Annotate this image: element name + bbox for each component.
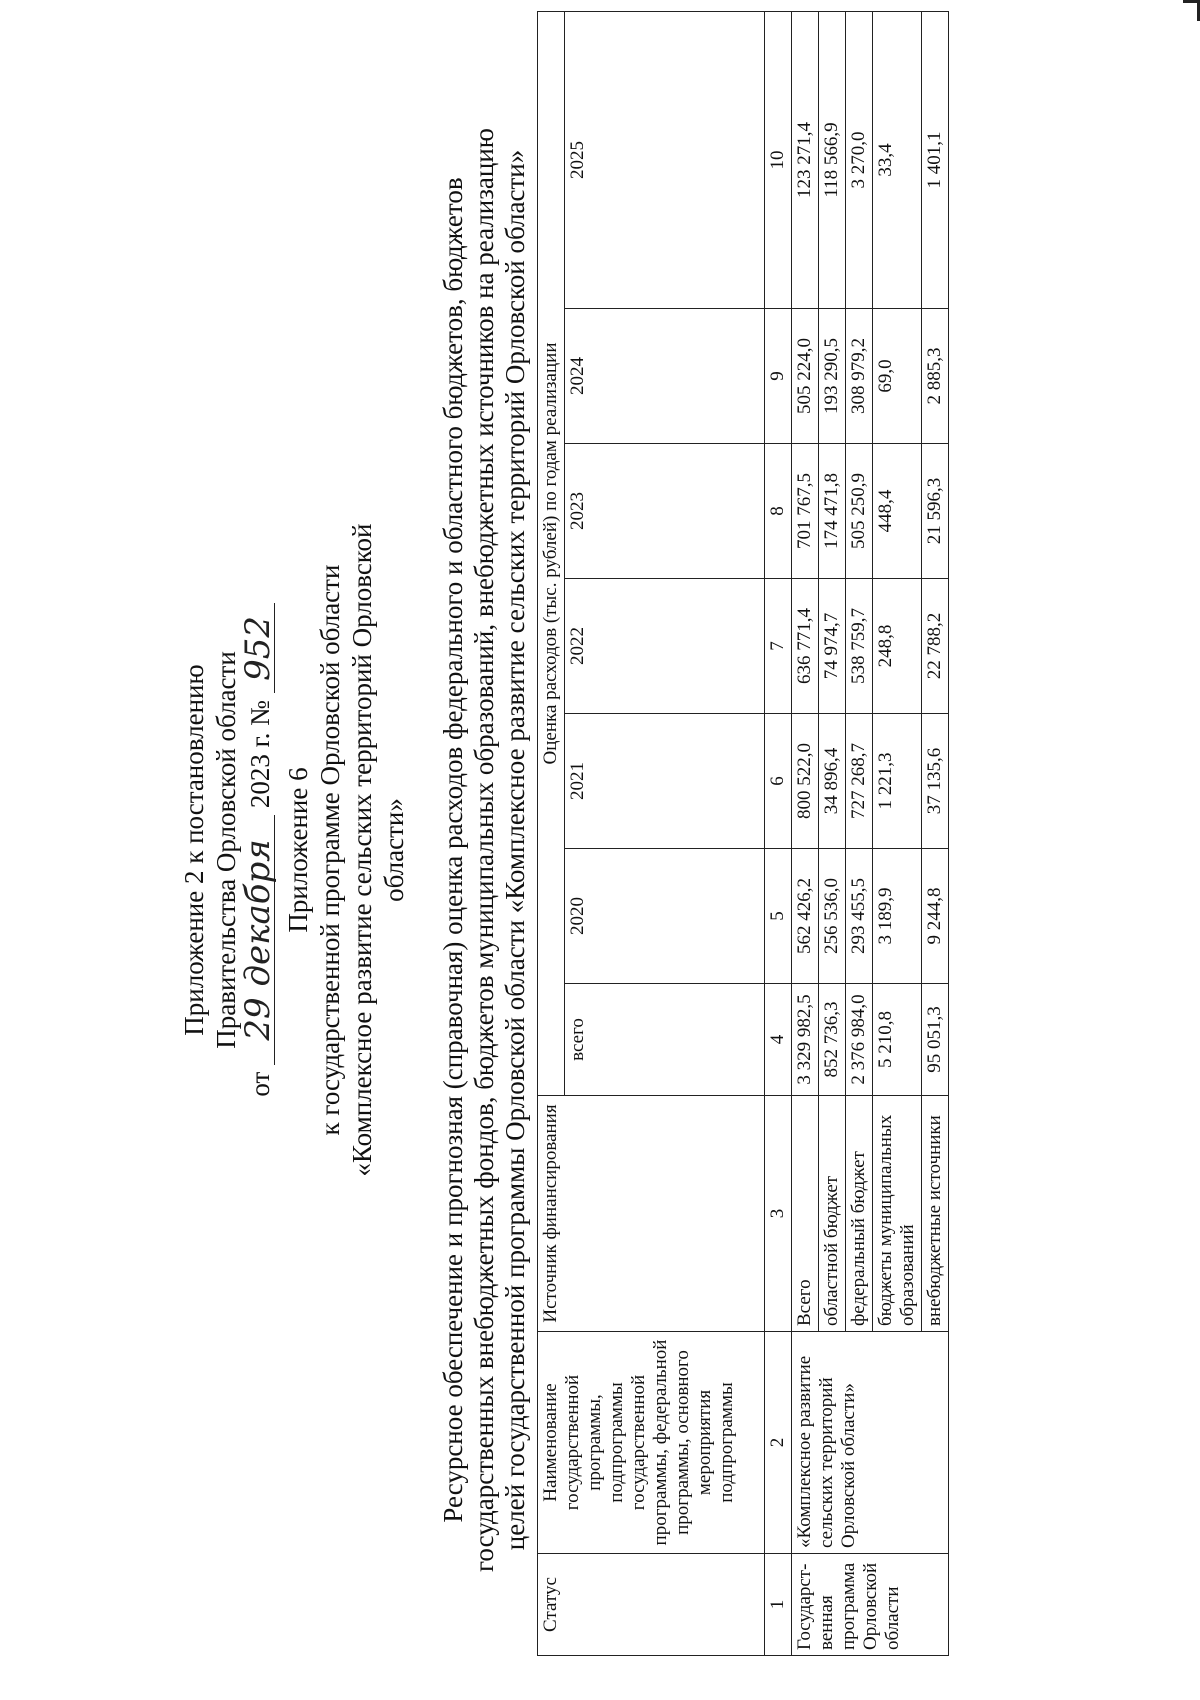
value-cell: 852 736,3	[819, 984, 846, 1096]
appendix-6-header	[282, 0, 410, 1700]
appendix-line-1: Приложение 2 к постановлению	[179, 664, 209, 1036]
value-cell: 9 244,8	[922, 849, 949, 984]
value-cell: 293 455,5	[846, 849, 873, 984]
value-cell: 69,0	[873, 309, 922, 444]
appendix-header	[178, 0, 276, 1700]
value-cell: 248,8	[873, 579, 922, 714]
value-cell: 5 210,8	[873, 984, 922, 1096]
col-name: Наименование государственной программы, подпрограммы государственной программы, федеральной программы, основного мероприятия подпрограммы	[538, 1332, 765, 1554]
value-cell: 3 329 982,5	[792, 984, 819, 1096]
appendix-6-line-3: «Комплексное развитие сельских территорий Орловской	[347, 523, 377, 1177]
value-cell: 562 426,2	[792, 849, 819, 984]
source-cell: федеральный бюджет	[846, 1096, 873, 1332]
index-row	[765, 11, 792, 1655]
handwritten-date: 29 декабря	[242, 815, 275, 1065]
date-prefix: от	[245, 1071, 275, 1097]
index-cell: 7	[765, 579, 792, 714]
resources-table	[537, 11, 949, 1656]
value-cell: 256 536,0	[819, 849, 846, 984]
value-cell: 505 250,9	[846, 444, 873, 579]
handwritten-number: 952	[242, 603, 275, 693]
appendix-line-2: Правительства Орловской области	[211, 651, 241, 1049]
col-year: 2020	[565, 849, 765, 984]
value-cell: 174 471,8	[819, 444, 846, 579]
col-estimate: Оценка расходов (тыс. рублей) по годам реализации	[538, 11, 565, 1095]
value-cell: 33,4	[873, 11, 922, 308]
date-suffix: 2023 г. №	[245, 700, 275, 809]
index-cell: 3	[765, 1096, 792, 1332]
value-cell: 448,4	[873, 444, 922, 579]
value-cell: 34 896,4	[819, 714, 846, 849]
header-row-1	[538, 11, 565, 1655]
value-cell: 2 885,3	[922, 309, 949, 444]
value-cell: 1 401,1	[922, 11, 949, 308]
index-cell: 4	[765, 984, 792, 1096]
value-cell: 2 376 984,0	[846, 984, 873, 1096]
index-cell: 6	[765, 714, 792, 849]
value-cell: 636 771,4	[792, 579, 819, 714]
index-cell: 8	[765, 444, 792, 579]
value-cell: 118 566,9	[819, 11, 846, 308]
source-cell: областной бюджет	[819, 1096, 846, 1332]
value-cell: 95 051,3	[922, 984, 949, 1096]
appendix-6-line-4: области»	[379, 798, 409, 902]
title-line-3: целей государственной программы Орловской области «Комплексное развитие сельских территорий Орловской области»	[500, 149, 530, 1551]
appendix-date-line	[238, 0, 278, 1700]
source-cell: бюджеты муниципальных образований	[873, 1096, 922, 1332]
index-cell: 5	[765, 849, 792, 984]
page-corner-mark	[1183, 0, 1200, 21]
appendix-6-line-1: Приложение 6	[283, 767, 313, 933]
source-cell: внебюджетные источники	[922, 1096, 949, 1332]
value-cell: 193 290,5	[819, 309, 846, 444]
index-cell: 10	[765, 11, 792, 308]
col-year: 2022	[565, 579, 765, 714]
value-cell: 123 271,4	[792, 11, 819, 308]
status-cell: Государст-венная программа Орловской области	[792, 1554, 949, 1656]
value-cell: 1 221,3	[873, 714, 922, 849]
col-year: 2025	[565, 11, 765, 308]
col-status: Статус	[538, 1554, 765, 1656]
value-cell: 800 522,0	[792, 714, 819, 849]
table-row	[792, 11, 819, 1655]
value-cell: 22 788,2	[922, 579, 949, 714]
program-name-cell: «Комплексное развитие сельских территорий Орловской области»	[792, 1332, 949, 1554]
title-line-2: государственных внебюджетных фондов, бюджетов муниципальных образований, внебюджетных источников на реализацию	[469, 128, 499, 1572]
index-cell: 1	[765, 1554, 792, 1656]
value-cell: 505 224,0	[792, 309, 819, 444]
value-cell: 74 974,7	[819, 579, 846, 714]
index-cell: 9	[765, 309, 792, 444]
value-cell: 37 135,6	[922, 714, 949, 849]
value-cell: 701 767,5	[792, 444, 819, 579]
value-cell: 538 759,7	[846, 579, 873, 714]
value-cell: 3 189,9	[873, 849, 922, 984]
source-cell: Всего	[792, 1096, 819, 1332]
value-cell: 308 979,2	[846, 309, 873, 444]
col-year: всего	[565, 984, 765, 1096]
value-cell: 3 270,0	[846, 11, 873, 308]
index-cell: 2	[765, 1332, 792, 1554]
col-source: Источник финансирования	[538, 1096, 765, 1332]
document-title	[438, 0, 531, 1700]
col-year: 2024	[565, 309, 765, 444]
title-line-1: Ресурсное обеспечение и прогнозная (справочная) оценка расходов федерального и областного бюджетов, бюджетов	[438, 177, 468, 1523]
col-year: 2021	[565, 714, 765, 849]
col-year: 2023	[565, 444, 765, 579]
value-cell: 727 268,7	[846, 714, 873, 849]
value-cell: 21 596,3	[922, 444, 949, 579]
appendix-6-line-2: к государственной программе Орловской области	[315, 564, 345, 1136]
